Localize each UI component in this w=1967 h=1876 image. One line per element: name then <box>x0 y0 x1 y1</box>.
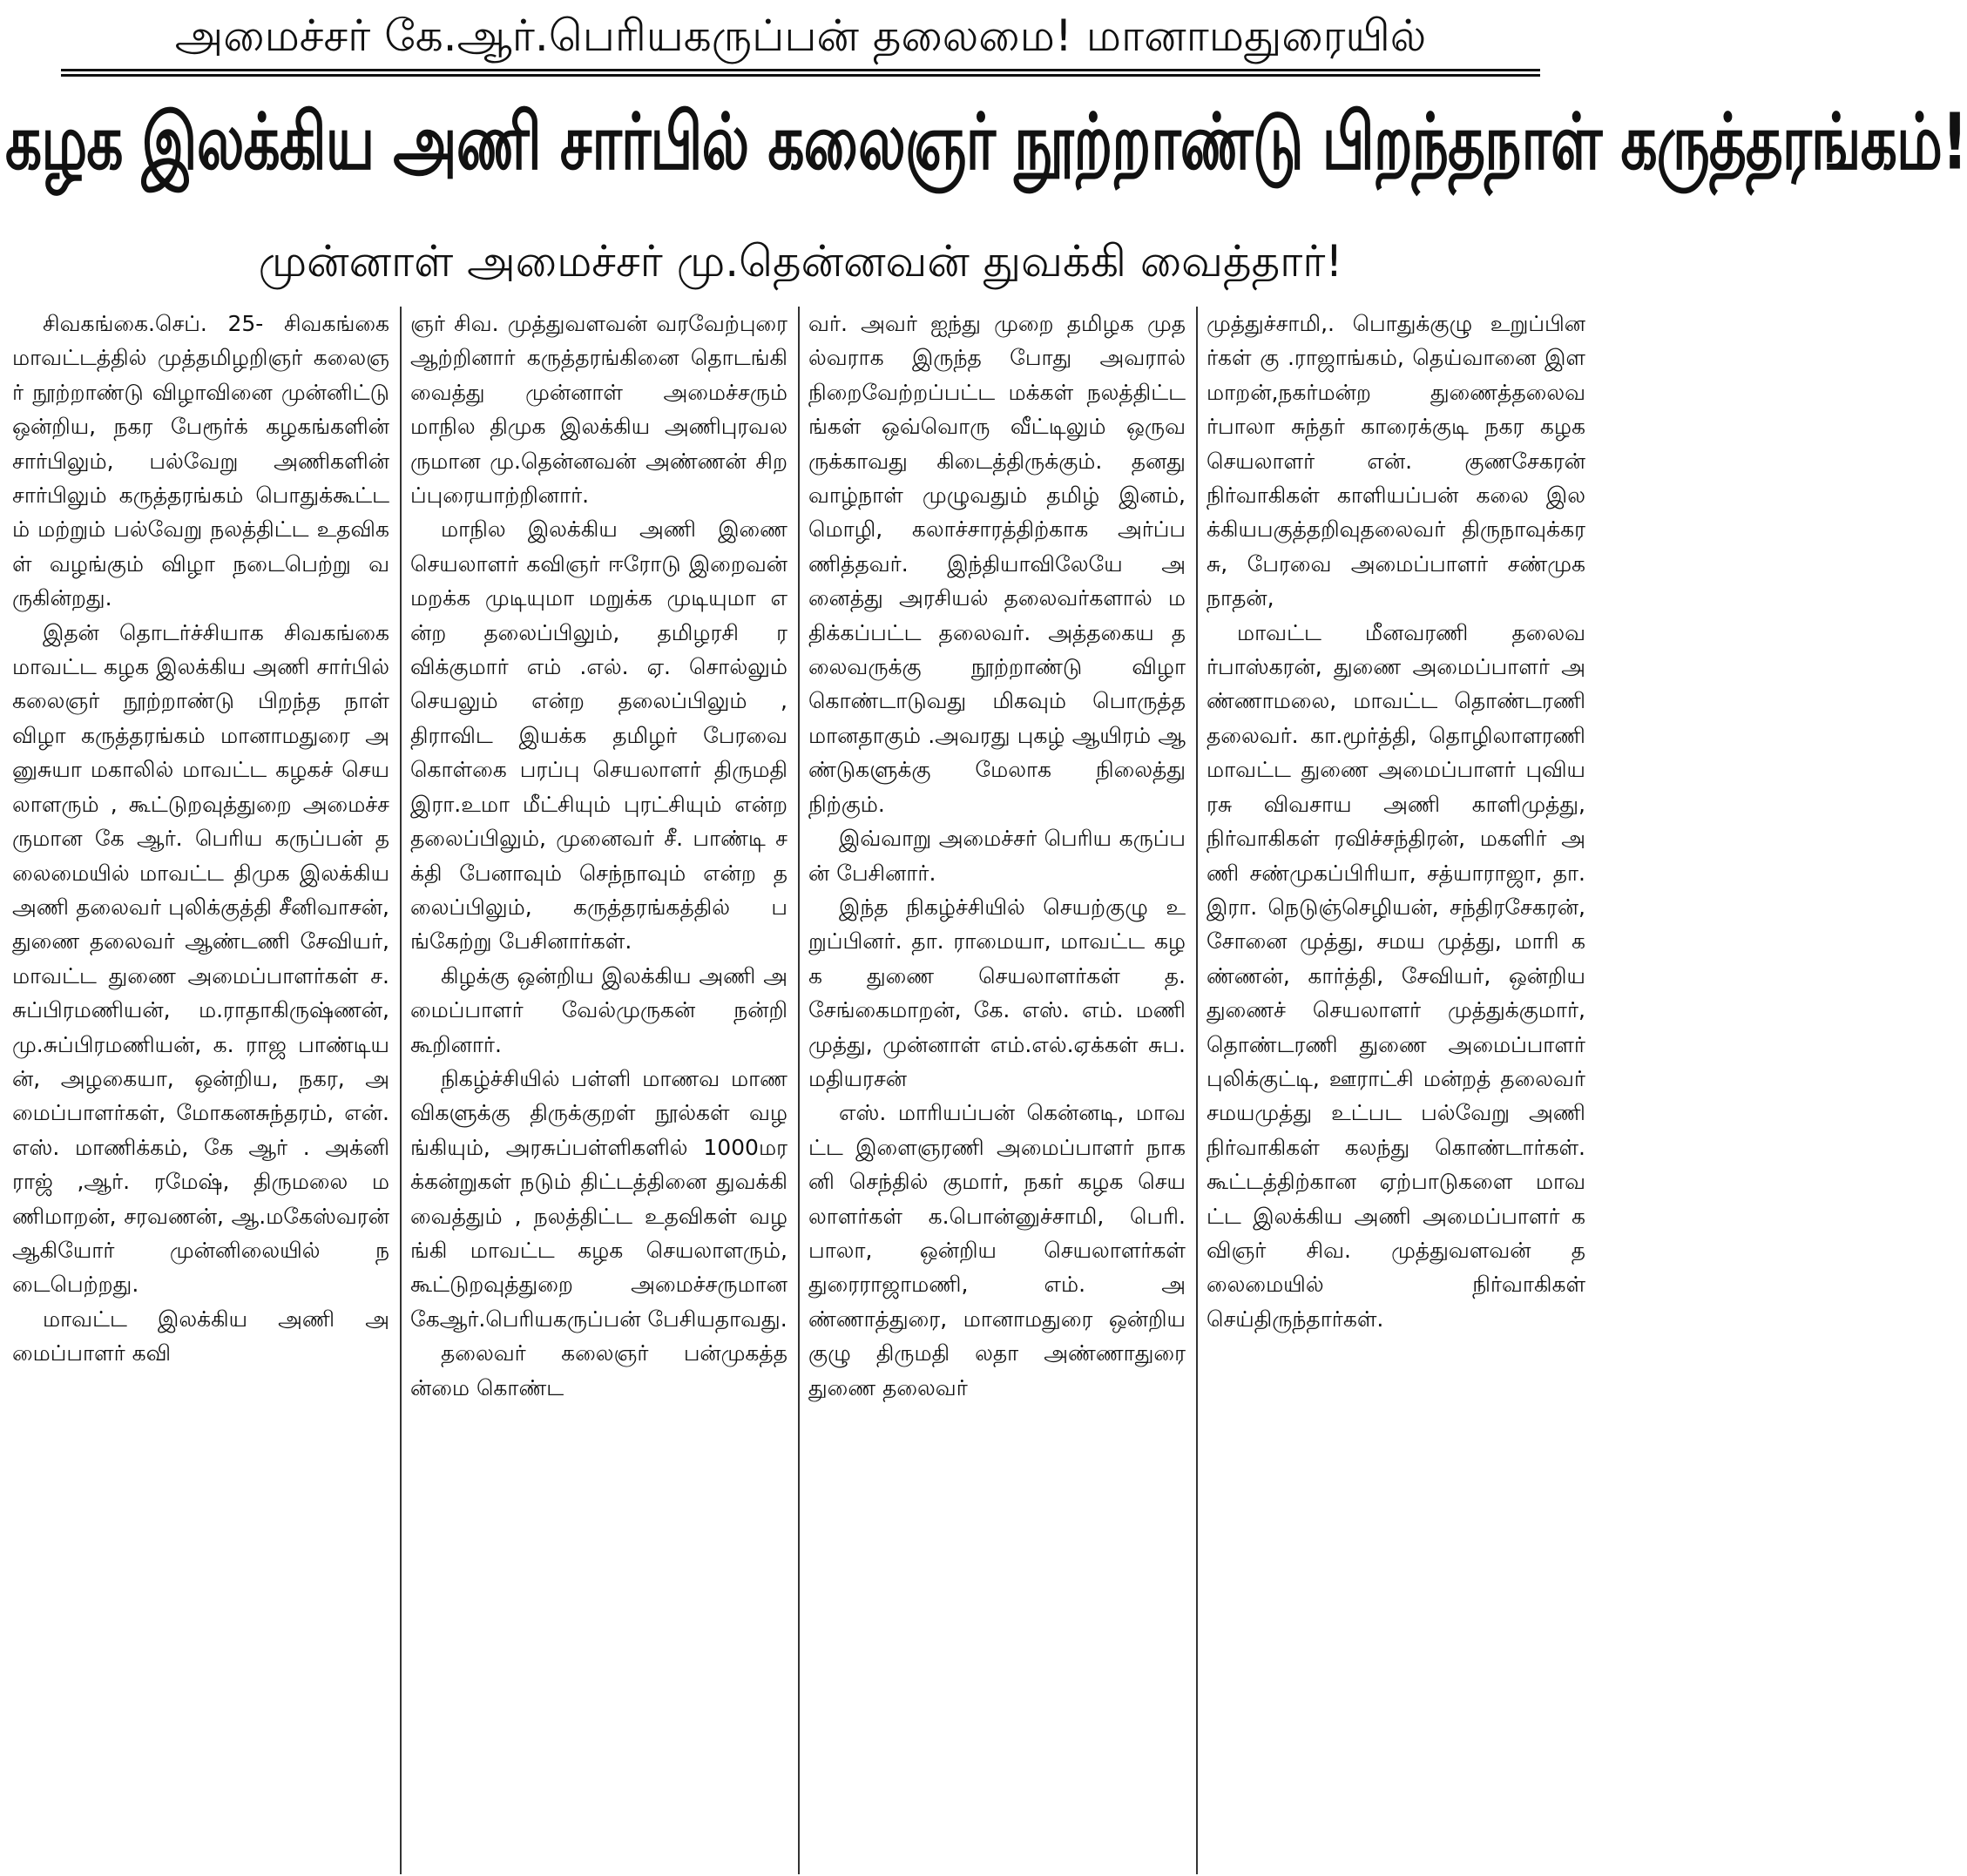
paragraph: மாவட்ட இலக்கிய அணி அமைப்பாளர் கவி <box>12 1306 389 1367</box>
paragraph: வர். அவர் ஐந்து முறை தமிழக முதல்வராக இருந்த போது அவரால் நிறைவேற்றப்பட்ட மக்கள் நலத்திட்டங்கள் ஒவ்வொரு வீட்டிலும் ஒருவருக்காவது கிடைத்திருக்கும். தனது வாழ்நாள் முழுவதும் தமிழ் இனம், மொழி, கலாச்சாரத்திற்காக அர்ப்பணித்தவர். இந்தியாவிலேயே அனைத்து அரசியல் தலைவர்களால் மதிக்கப்பட்ட தலைவர். அத்தகைய தலைவருக்கு நூற்றாண்டு விழா கொண்டாடுவது மிகவும் பொருத்தமானதாகும் .அவரது புகழ் ஆயிரம் ஆண்டுகளுக்கு மேலாக நிலைத்து நிற்கும். <box>808 311 1186 817</box>
sub-headline: முன்னாள் அமைச்சர் மு.தென்னவன் துவக்கி வைத்தார்! <box>258 236 1343 287</box>
article-column-1 <box>3 307 402 1874</box>
paragraph: தலைவர் கலைஞர் பன்முகத்தன்மை கொண்ட <box>410 1340 787 1400</box>
paragraph: மாவட்ட மீனவரணி தலைவர்பாஸ்கரன், துணை அமைப்பாளர் அண்ணாமலை, மாவட்ட தொண்டரணி தலைவர். கா.மூர்த்தி, தொழிலாளரணி மாவட்ட துணை அமைப்பாளர் புவியரசு விவசாய அணி காளிமுத்து, நிர்வாகிகள் ரவிச்சந்திரன், மகளிர் அணி சண்முகப்பிரியா, சத்யாராஜா, தா. இரா. நெடுஞ்செழியன், சந்திரசேகரன், சோனை முத்து, சமய முத்து, மாரி கண்ணன், கார்த்தி, சேவியர், ஒன்றிய துணைச் செயலாளர் முத்துக்குமார், தொண்டரணி துணை அமைப்பாளர் புலிக்குட்டி, ஊராட்சி மன்றத் தலைவர் சமயமுத்து உட்பட பல்வேறு அணி நிர்வாகிகள் கலந்து கொண்டார்கள். கூட்டத்திற்கான ஏற்பாடுகளை மாவட்ட இலக்கிய அணி அமைப்பாளர் கவிஞர் சிவ. முத்துவளவன் தலைமையில் நிர்வாகிகள் செய்திருந்தார்கள். <box>1207 619 1585 1332</box>
article-column-4 <box>1198 307 1596 1874</box>
kicker-headline: அமைச்சர் கே.ஆர்.பெரியகருப்பன் தலைமை! மானாமதுரையில் <box>174 10 1427 61</box>
paragraph: முத்துச்சாமி,. பொதுக்குழு உறுப்பினர்கள் கு .ராஜாங்கம், தெய்வானை இளமாறன்,நகர்மன்ற துணைத்தலைவர்பாலா சுந்தர் காரைக்குடி நகர கழக செயலாளர் என். குணசேகரன் நிர்வாகிகள் காளியப்பன் கலை இலக்கியபகுத்தறிவுதலைவர் திருநாவுக்கரசு, பேரவை அமைப்பாளர் சண்முகநாதன், <box>1207 311 1585 611</box>
paragraph: கிழக்கு ஒன்றிய இலக்கிய அணி அமைப்பாளர் வேல்முருகன் நன்றி கூறினார். <box>410 962 787 1057</box>
paragraph: ஞர் சிவ. முத்துவளவன் வரவேற்புரை ஆற்றினார் கருத்தரங்கினை தொடங்கி வைத்து முன்னாள் அமைச்சரும் மாநில திமுக இலக்கிய அணிபுரவலருமான மு.தென்னவன் அண்ணன் சிறப்புரையாற்றினார். <box>410 311 787 509</box>
main-headline: கழக இலக்கிய அணி சார்பில் கலைஞர் நூற்றாண்டு பிறந்தநாள் கருத்தரங்கம்! <box>5 97 1967 188</box>
article-column-3 <box>800 307 1198 1874</box>
paragraph: சிவகங்கை.செப். 25- சிவகங்கை மாவட்டத்தில் முத்தமிழறிஞர் கலைஞர் நூற்றாண்டு விழாவினை முன்னிட்டு ஒன்றிய, நகர பேரூர்க் கழகங்களின் சார்பிலும், பல்வேறு அணிகளின் சார்பிலும் கருத்தரங்கம் பொதுக்கூட்டம் மற்றும் பல்வேறு நலத்திட்ட உதவிகள் வழங்கும் விழா நடைபெற்று வருகின்றது. <box>12 311 389 611</box>
paragraph: மாநில இலக்கிய அணி இணை செயலாளர் கவிஞர் ஈரோடு இறைவன் மறக்க முடியுமா மறுக்க முடியுமா என்ற தலைப்பிலும், தமிழரசி ரவிக்குமார் எம் .எல். ஏ. சொல்லும் செயலும் என்ற தலைப்பிலும் ,திராவிட இயக்க தமிழர் பேரவை கொள்கை பரப்பு செயலாளர் திருமதி இரா.உமா மீட்சியும் புரட்சியும் என்ற தலைப்பிலும், முனைவர் சீ. பாண்டி சக்தி பேனாவும் செந்நாவும் என்ற தலைப்பிலும், கருத்தரங்கத்தில் பங்கேற்று பேசினார்கள். <box>410 516 787 955</box>
paragraph: இந்த நிகழ்ச்சியில் செயற்குழு உறுப்பினர். தா. ராமையா, மாவட்ட கழக துணை செயலாளர்கள் த.சேங்கைமாறன், கே. எஸ். எம். மணி முத்து, முன்னாள் எம்.எல்.ஏக்கள் சுப.மதியரசன் <box>808 894 1186 1091</box>
paragraph: எஸ். மாரியப்பன் கென்னடி, மாவட்ட இளைஞரணி அமைப்பாளர் நாகனி செந்தில் குமார், நகர் கழக செயலாளர்கள் க.பொன்னுச்சாமி, பெரி. பாலா, ஒன்றிய செயலாளர்கள் துரைராஜாமணி, எம். அண்ணாத்துரை, மானாமதுரை ஒன்றிய குழு திருமதி லதா அண்ணாதுரை துணை தலைவர் <box>808 1100 1186 1400</box>
paragraph: நிகழ்ச்சியில் பள்ளி மாணவ மாணவிகளுக்கு திருக்குறள் நூல்கள் வழங்கியும், அரசுப்பள்ளிகளில் 1000மரக்கன்றுகள் நடும் திட்டத்தினை துவக்கி வைத்தும் , நலத்திட்ட உதவிகள் வழங்கி மாவட்ட கழக செயலாளரும், கூட்டுறவுத்துறை அமைச்சருமான கேஆர்.பெரியகருப்பன் பேசியதாவது. <box>410 1065 787 1332</box>
paragraph: இவ்வாறு அமைச்சர் பெரிய கருப்பன் பேசினார். <box>808 826 1186 886</box>
article-columns <box>3 307 1598 1874</box>
paragraph: இதன் தொடர்ச்சியாக சிவகங்கை மாவட்ட கழக இலக்கிய அணி சார்பில் கலைஞர் நூற்றாண்டு பிறந்த நாள் விழா கருத்தரங்கம் மானாமதுரை அனுசுயா மகாலில் மாவட்ட கழகச் செயலாளரும் , கூட்டுறவுத்துறை அமைச்சருமான கே ஆர். பெரிய கருப்பன் தலைமையில் மாவட்ட திமுக இலக்கிய அணி தலைவர் புலிக்குத்தி சீனிவாசன், துணை தலைவர் ஆண்டணி சேவியர்,மாவட்ட துணை அமைப்பாளர்கள் ச.சுப்பிரமணியன், ம.ராதாகிருஷ்ணன், மு.சுப்பிரமணியன், க. ராஜ பாண்டியன், அழகையா, ஒன்றிய, நகர, அமைப்பாளர்கள், மோகனசுந்தரம், என். எஸ். மாணிக்கம், கே ஆர் . அக்னி ராஜ் ,ஆர். ரமேஷ், திருமலை மணிமாறன், சரவணன், ஆ.மகேஸ்வரன் ஆகியோர் முன்னிலையில் நடைபெற்றது. <box>12 619 389 1298</box>
article-column-2 <box>402 307 800 1874</box>
